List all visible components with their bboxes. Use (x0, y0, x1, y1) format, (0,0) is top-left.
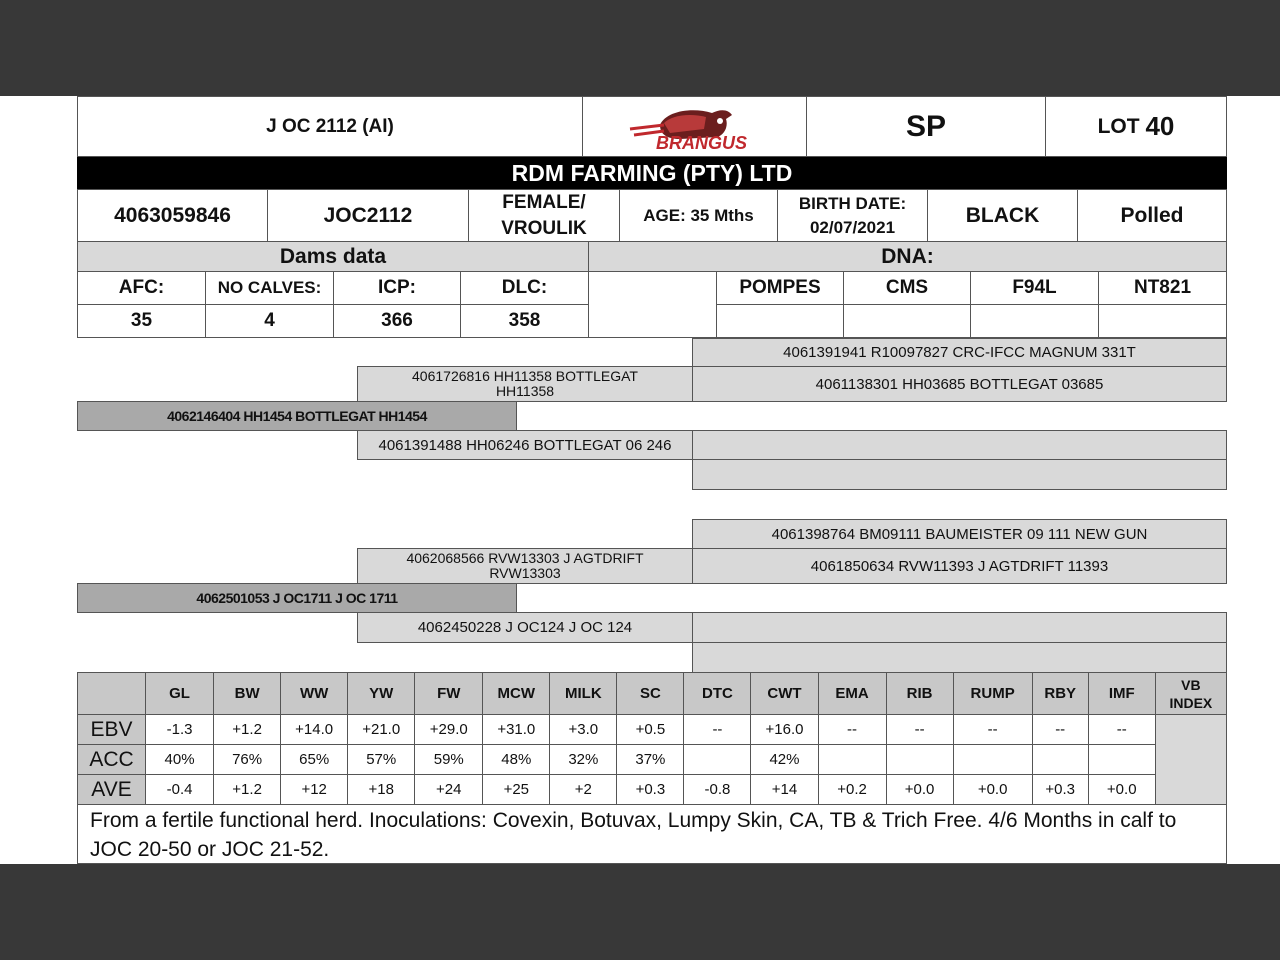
ebv-col-gl: GL (146, 673, 214, 715)
pedigree-dam-dam-sire (692, 612, 1227, 643)
ebv-col-sc: SC (617, 673, 684, 715)
acc-row (78, 745, 1227, 775)
ave-cell: +0.2 (818, 775, 886, 805)
ebv-col-rump: RUMP (953, 673, 1032, 715)
ave-row (78, 775, 1227, 805)
vb-line1: VB (1181, 676, 1201, 693)
dams-value-dlc: 358 (460, 304, 589, 338)
ave-cell: +2 (550, 775, 617, 805)
colour: BLACK (927, 189, 1078, 242)
dna-blank (588, 271, 717, 338)
birth-value: 02/07/2021 (809, 217, 896, 237)
pedigree-dam: 4062501053 J OC1711 J OC 1711 (77, 583, 517, 613)
acc-cell: 59% (415, 745, 483, 775)
vb-line2: INDEX (1169, 694, 1213, 711)
age: AGE: 35 Mths (619, 189, 778, 242)
acc-cell (953, 745, 1032, 775)
ebv-col-milk: MILK (550, 673, 617, 715)
ebv-col-yw: YW (348, 673, 415, 715)
ave-cell: +0.0 (953, 775, 1032, 805)
dams-header-dlc: DLC: (460, 271, 589, 305)
ebv-cell: -- (886, 715, 953, 745)
ave-cell: -0.8 (684, 775, 751, 805)
ebv-col-mcw: MCW (483, 673, 550, 715)
ave-cell: +0.3 (617, 775, 684, 805)
ebv-cell: +3.0 (550, 715, 617, 745)
acc-cell: 76% (214, 745, 281, 775)
ebv-cell: +0.5 (617, 715, 684, 745)
ebv-cell: +1.2 (214, 715, 281, 745)
lot-card (0, 96, 1280, 864)
ave-cell: +24 (415, 775, 483, 805)
ebv-row (78, 715, 1227, 745)
ebv-col-rib: RIB (886, 673, 953, 715)
pedigree-dam-sire-sire: 4061398764 BM09111 BAUMEISTER 09 111 NEW GUN (692, 519, 1227, 549)
acc-cell: 65% (281, 745, 348, 775)
ebv-header-row (78, 673, 1227, 715)
dams-title: Dams data (77, 241, 589, 272)
ave-cell: +0.0 (886, 775, 953, 805)
ebv-col-bw: BW (214, 673, 281, 715)
ebv-cell: +14.0 (281, 715, 348, 745)
row-label-ebv: EBV (78, 715, 146, 745)
ave-cell: +1.2 (214, 775, 281, 805)
birth-date (777, 189, 928, 242)
ebv-cell: -- (818, 715, 886, 745)
lot-label: LOT (1097, 114, 1140, 138)
dams-header-afc: AFC: (77, 271, 206, 305)
acc-cell (1032, 745, 1088, 775)
owner-banner: RDM FARMING (PTY) LTD (77, 157, 1227, 189)
row-label-ave: AVE (78, 775, 146, 805)
dna-value-nt821 (1098, 304, 1227, 338)
pedigree-sire-dam-sire (692, 430, 1227, 460)
ebv-cell: -- (953, 715, 1032, 745)
ebv-col-cwt: CWT (751, 673, 818, 715)
ave-cell: +14 (751, 775, 818, 805)
dna-header-cms: CMS (843, 271, 971, 305)
ave-cell: -0.4 (146, 775, 214, 805)
ebv-col-dtc: DTC (684, 673, 751, 715)
pedigree-sire-sire-sire: 4061391941 R10097827 CRC-IFCC MAGNUM 331T (692, 338, 1227, 367)
dams-value-icp: 366 (333, 304, 461, 338)
ebv-cell: -1.3 (146, 715, 214, 745)
dams-header-icp: ICP: (333, 271, 461, 305)
ave-cell: +0.0 (1088, 775, 1155, 805)
dams-header-no-calves: NO CALVES: (205, 271, 334, 305)
lot-number: 40 (1145, 111, 1175, 141)
bull-logo-icon (620, 103, 770, 151)
reg-number: 4063059846 (77, 189, 268, 242)
dna-value-cms (843, 304, 971, 338)
ebv-cell: -- (1088, 715, 1155, 745)
pedigree-dam-sire-dam: 4061850634 RVW11393 J AGTDRIFT 11393 (692, 548, 1227, 584)
acc-cell: 57% (348, 745, 415, 775)
brangus-logo (582, 96, 807, 157)
acc-cell (1088, 745, 1155, 775)
ebv-table (77, 672, 1227, 805)
dna-value-pompes (716, 304, 844, 338)
grade: SP (806, 96, 1046, 157)
vb-index-value (1155, 715, 1226, 805)
pedigree-sire-sire-dam: 4061138301 HH03685 BOTTLEGAT 03685 (692, 366, 1227, 402)
acc-cell (886, 745, 953, 775)
dams-value-afc: 35 (77, 304, 206, 338)
acc-cell: 32% (550, 745, 617, 775)
sex (468, 189, 620, 242)
ave-cell: +0.3 (1032, 775, 1088, 805)
pedigree-sire: 4062146404 HH1454 BOTTLEGAT HH1454 (77, 401, 517, 431)
ebv-cell: +16.0 (751, 715, 818, 745)
ebv-col-ema: EMA (818, 673, 886, 715)
dna-header-nt821: NT821 (1098, 271, 1227, 305)
acc-cell: 37% (617, 745, 684, 775)
acc-cell: 48% (483, 745, 550, 775)
animal-name: J OC 2112 (AI) (77, 96, 583, 157)
tag-number: JOC2112 (267, 189, 469, 242)
acc-cell (684, 745, 751, 775)
pedigree-sire-dam: 4061391488 HH06246 BOTTLEGAT 06 246 (357, 430, 693, 460)
pedigree-sire-dam-dam (692, 459, 1227, 490)
ebv-cell: +21.0 (348, 715, 415, 745)
logo-text: BRANGUS (655, 132, 747, 151)
acc-cell (818, 745, 886, 775)
lot-notes: From a fertile functional herd. Inoculations: Covexin, Botuvax, Lumpy Skin, CA, TB & Trich Free. 4/6 Months in calf to JOC 20-50 or JOC 21-52. (77, 805, 1227, 864)
dams-value-no-calves: 4 (205, 304, 334, 338)
sex-line1: FEMALE/ (502, 191, 586, 213)
dna-header-pompes: POMPES (716, 271, 844, 305)
acc-cell: 40% (146, 745, 214, 775)
ave-cell: +12 (281, 775, 348, 805)
row-label-acc: ACC (78, 745, 146, 775)
horn-status: Polled (1077, 189, 1227, 242)
pedigree-dam-dam-dam (692, 642, 1227, 673)
ebv-header-blank (78, 673, 146, 715)
ebv-col-vb-index (1155, 673, 1226, 715)
ebv-col-imf: IMF (1088, 673, 1155, 715)
ave-cell: +18 (348, 775, 415, 805)
ave-cell: +25 (483, 775, 550, 805)
ebv-cell: +29.0 (415, 715, 483, 745)
ebv-cell: -- (684, 715, 751, 745)
pedigree-dam-sire: 4062068566 RVW13303 J AGTDRIFT RVW13303 (357, 548, 693, 584)
ebv-col-ww: WW (281, 673, 348, 715)
lot-box (1045, 96, 1227, 157)
pedigree-sire-sire: 4061726816 HH11358 BOTTLEGAT HH11358 (357, 366, 693, 402)
sex-line2: VROULIK (501, 217, 587, 239)
ebv-cell: +31.0 (483, 715, 550, 745)
ebv-cell: -- (1032, 715, 1088, 745)
dna-header-f94l: F94L (970, 271, 1099, 305)
ebv-col-rby: RBY (1032, 673, 1088, 715)
pedigree-dam-dam: 4062450228 J OC124 J OC 124 (357, 612, 693, 643)
acc-cell: 42% (751, 745, 818, 775)
ebv-col-fw: FW (415, 673, 483, 715)
dna-value-f94l (970, 304, 1099, 338)
birth-label: BIRTH DATE: (798, 193, 907, 213)
dna-title: DNA: (588, 241, 1227, 272)
